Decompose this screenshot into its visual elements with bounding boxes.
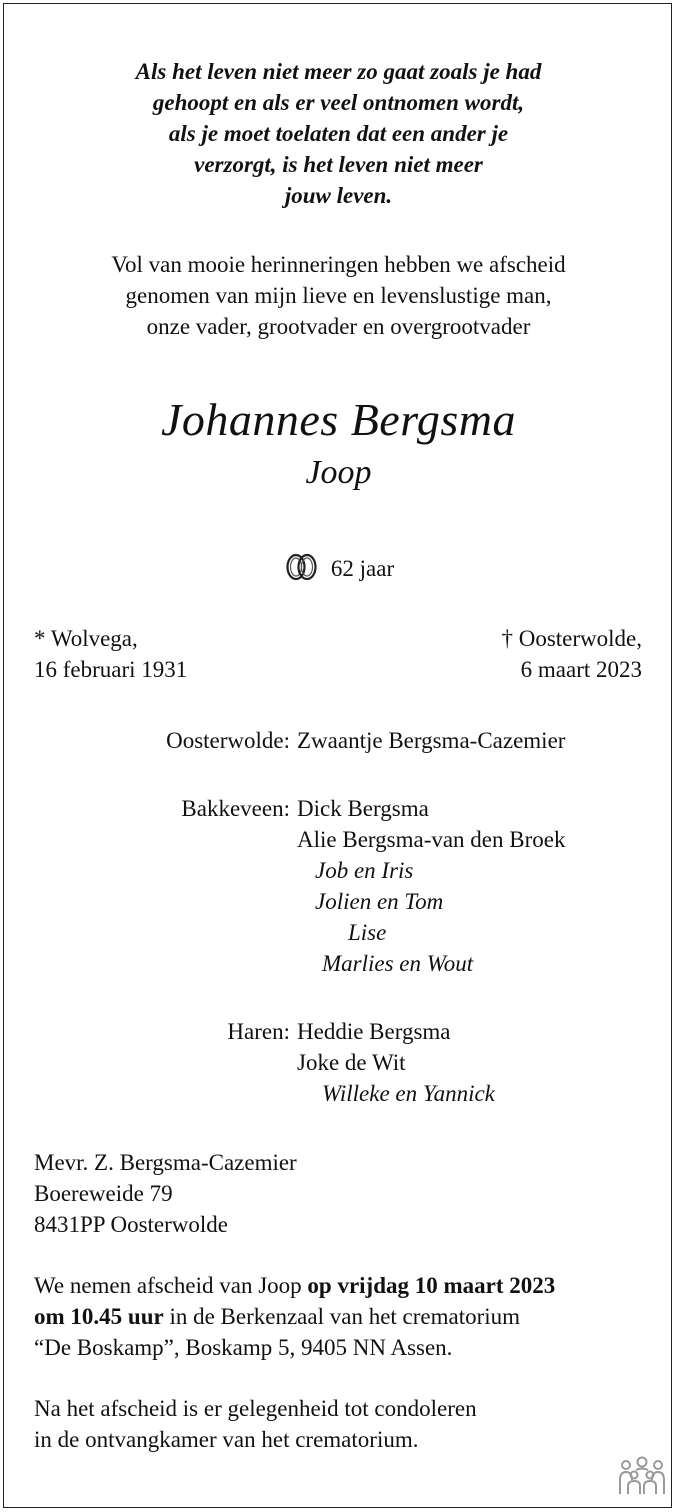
address-name: Mevr. Z. Bergsma-Cazemier: [34, 1150, 297, 1175]
grandchild-line: Marlies en Wout: [322, 951, 474, 976]
wedding-rings-icon: [283, 552, 321, 590]
family-place: Haren:: [227, 1019, 290, 1044]
death-date: 6 maart 2023: [520, 657, 642, 682]
condolence-info: [34, 1393, 477, 1455]
verse-line: verzorgt, is het leven niet meer: [194, 152, 483, 177]
farewell-line-2: [34, 1301, 555, 1332]
condolence-line: Na het afscheid is er gelegenheid tot condoleren: [34, 1396, 477, 1421]
birth-date: 16 februari 1931: [34, 657, 188, 682]
family-names: [297, 793, 565, 979]
intro-line: genomen van mijn lieve en levenslustige man,: [125, 283, 552, 308]
marriage-years: 62 jaar: [330, 556, 395, 581]
address-postcode-city: 8431PP Oosterwolde: [34, 1212, 229, 1237]
farewell-location: “De Boskamp”, Boskamp 5, 9405 NN Assen.: [34, 1335, 453, 1360]
intro-line: Vol van mooie herinneringen hebben we afscheid: [111, 252, 566, 277]
family-place: Bakkeveen:: [181, 796, 290, 821]
family-names: [297, 725, 565, 756]
birth-place: * Wolvega,: [34, 626, 138, 651]
family-member: Alie Bergsma-van den Broek: [297, 827, 566, 852]
intro-line: onze vader, grootvader en overgrootvader: [146, 314, 531, 339]
people-group-logo-icon: [618, 1456, 666, 1501]
birth-info: [34, 623, 187, 685]
grandchild-line: Jolien en Tom: [315, 889, 444, 914]
family-place: Oosterwolde:: [166, 728, 290, 753]
verse-line: jouw leven.: [284, 183, 393, 208]
farewell-date: op vrijdag 10 maart 2023: [307, 1273, 556, 1298]
family-names: [297, 1016, 495, 1109]
farewell-time: om 10.45 uur: [34, 1304, 164, 1329]
deceased-name: Johannes Bergsma: [160, 394, 517, 445]
grandchild-line: Job en Iris: [315, 858, 414, 883]
correspondence-address: [34, 1147, 297, 1240]
address-street: Boereweide 79: [34, 1181, 173, 1206]
verse-line: gehoopt en als er veel ontnomen wordt,: [152, 90, 525, 115]
intro-text: [0, 249, 677, 342]
farewell-details: [34, 1270, 555, 1363]
family-member: Joke de Wit: [297, 1050, 406, 1075]
verse-line: als je moet toelaten dat een ander je: [168, 121, 509, 146]
death-place: † Oosterwolde,: [501, 626, 642, 651]
poem-verse: [0, 56, 677, 211]
farewell-venue: in de Berkenzaal van het crematorium: [163, 1304, 521, 1329]
marriage-duration: [0, 552, 677, 590]
farewell-text: We nemen afscheid van Joop: [34, 1273, 308, 1298]
grandchild-line: Willeke en Yannick: [322, 1081, 495, 1106]
great-grandchild-line: Lise: [348, 920, 387, 945]
deceased-nickname: Joop: [305, 454, 372, 491]
family-member: Dick Bergsma: [297, 796, 429, 821]
verse-line: Als het leven niet meer zo gaat zoals je had: [135, 59, 542, 84]
family-member: Heddie Bergsma: [297, 1019, 451, 1044]
farewell-line-1: [34, 1270, 555, 1301]
condolence-line: in de ontvangkamer van het crematorium.: [34, 1427, 419, 1452]
death-info: [501, 623, 642, 685]
family-member: Zwaantje Bergsma-Cazemier: [297, 728, 566, 753]
